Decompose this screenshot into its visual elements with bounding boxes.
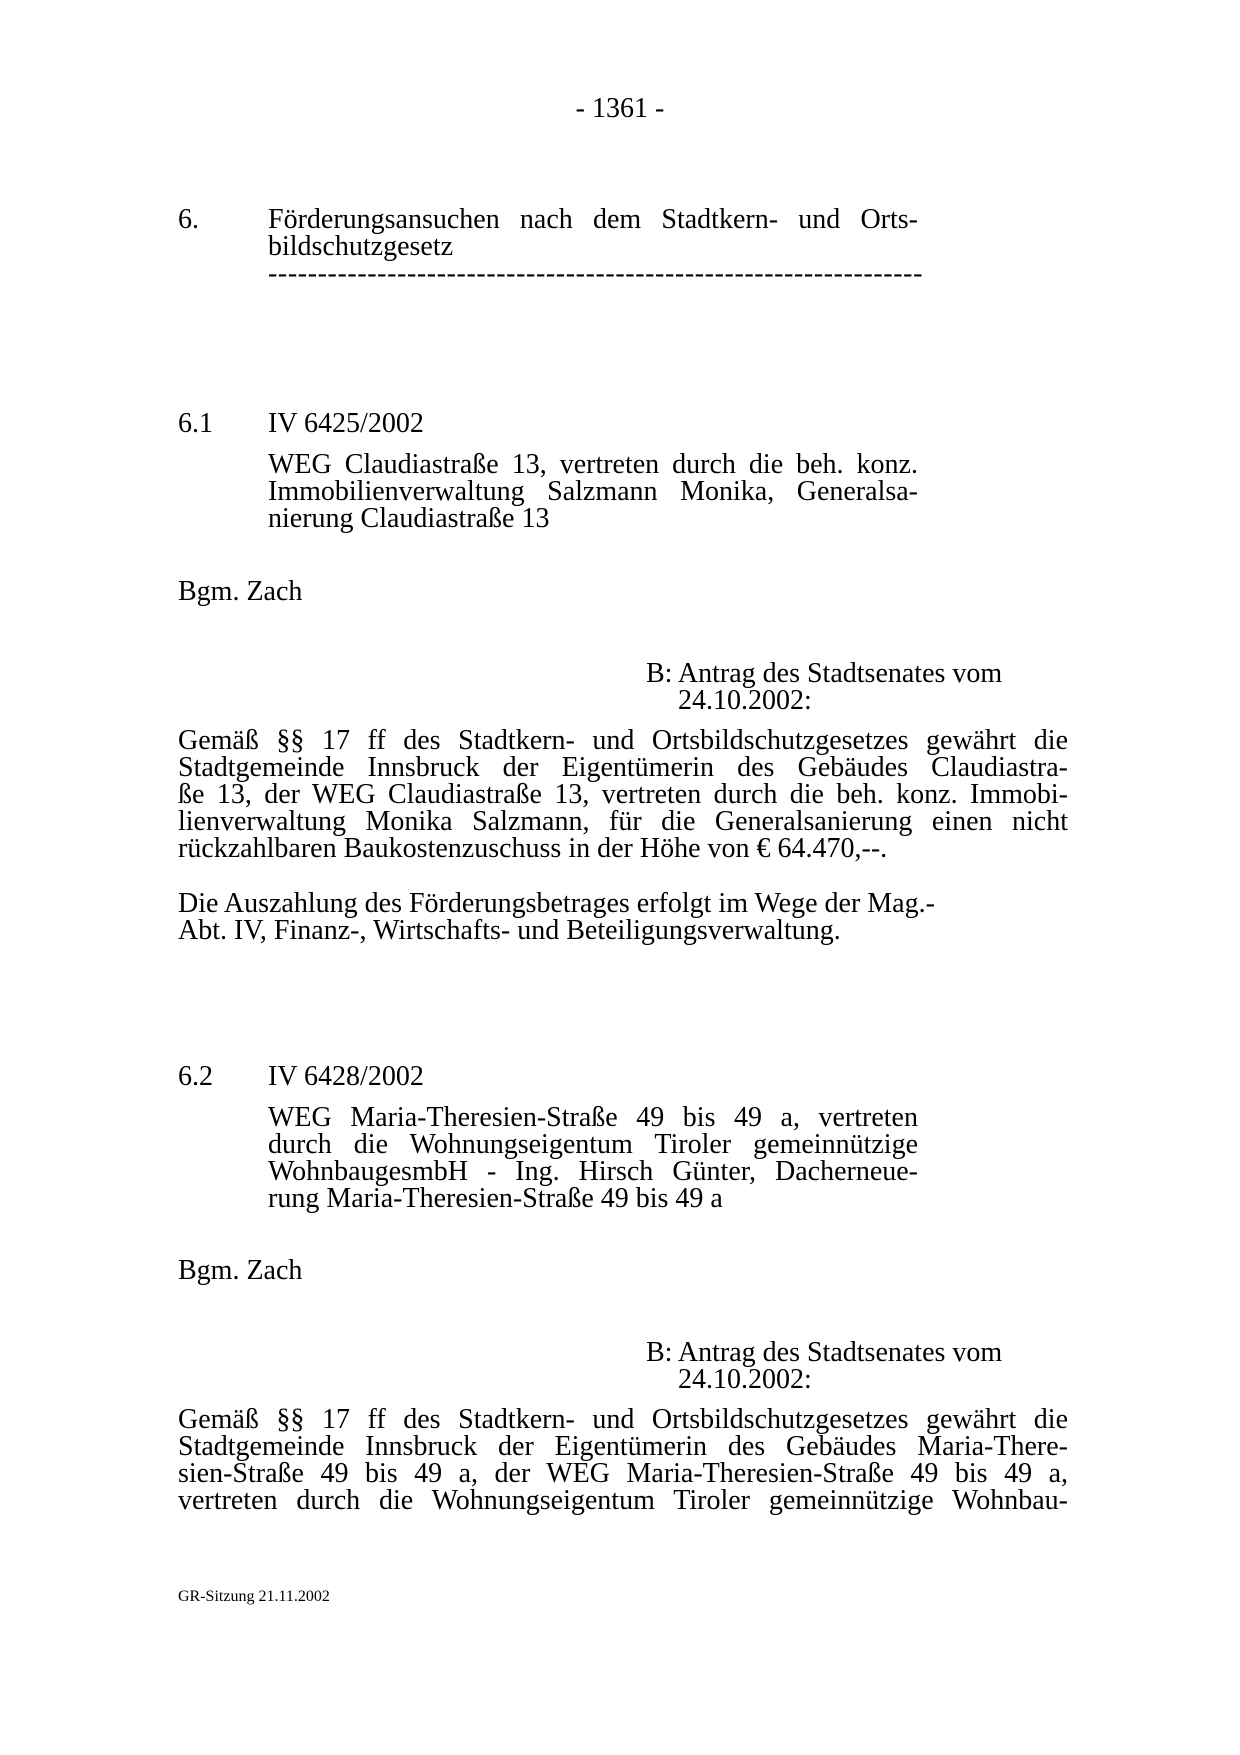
body-line: vertreten durch die Wohnungseigentum Tiroler gemeinnützige Wohnbau- <box>178 1485 1068 1516</box>
subject-line: durch die Wohnungseigentum Tiroler gemeinnützige <box>268 1129 918 1160</box>
speaker: Bgm. Zach <box>178 1255 303 1286</box>
payment-line: Die Auszahlung des Förderungsbetrages erfolgt im Wege der Mag.- <box>178 888 935 919</box>
subject-line: nierung Claudiastraße 13 <box>268 503 550 534</box>
item-number: 6.2 <box>178 1061 213 1092</box>
speaker: Bgm. Zach <box>178 576 303 607</box>
subject-line: Immobilienverwaltung Salzmann Monika, Generalsa- <box>268 476 918 507</box>
subject-line: WEG Claudiastraße 13, vertreten durch die beh. konz. <box>268 449 918 480</box>
page-number: - 1361 - <box>575 93 665 124</box>
section-title-line-1: Förderungsansuchen nach dem Stadtkern- und Orts- <box>268 204 918 235</box>
section-title-line-2: bildschutzgesetz <box>268 231 454 262</box>
body-line: Gemäß §§ 17 ff des Stadtkern- und Ortsbildschutzgesetzes gewährt die <box>178 1404 1068 1435</box>
body-line: rückzahlbaren Baukostenzuschuss in der Höhe von € 64.470,--. <box>178 833 888 864</box>
motion-date: 24.10.2002: <box>678 1364 812 1395</box>
body-line: Gemäß §§ 17 ff des Stadtkern- und Ortsbildschutzgesetzes gewährt die <box>178 725 1068 756</box>
body-line: sien-Straße 49 bis 49 a, der WEG Maria-Theresien-Straße 49 bis 49 a, <box>178 1458 1068 1489</box>
item-number: 6.1 <box>178 408 213 439</box>
motion-date: 24.10.2002: <box>678 685 812 716</box>
case-id: IV 6428/2002 <box>268 1061 424 1092</box>
payment-line: Abt. IV, Finanz-, Wirtschafts- und Beteiligungsverwaltung. <box>178 915 841 946</box>
subject-line: WohnbaugesmbH - Ing. Hirsch Günter, Dacherneue- <box>268 1156 918 1187</box>
subject-line: WEG Maria-Theresien-Straße 49 bis 49 a, vertreten <box>268 1102 918 1133</box>
page-footer: GR-Sitzung 21.11.2002 <box>178 1588 330 1605</box>
section-underline: ------------------------------------------------------------------ <box>268 258 923 289</box>
section-number: 6. <box>178 204 199 235</box>
body-line: Stadtgemeinde Innsbruck der Eigentümerin des Gebäudes Maria-There- <box>178 1431 1068 1462</box>
subject-line: rung Maria-Theresien-Straße 49 bis 49 a <box>268 1183 723 1214</box>
case-id: IV 6425/2002 <box>268 408 424 439</box>
body-line: ße 13, der WEG Claudiastraße 13, vertreten durch die beh. konz. Immobi- <box>178 779 1068 810</box>
motion-line: B: Antrag des Stadtsenates vom <box>646 1337 1003 1368</box>
motion-line: B: Antrag des Stadtsenates vom <box>646 658 1003 689</box>
body-line: lienverwaltung Monika Salzmann, für die Generalsanierung einen nicht <box>178 806 1068 837</box>
body-line: Stadtgemeinde Innsbruck der Eigentümerin des Gebäudes Claudiastra- <box>178 752 1068 783</box>
